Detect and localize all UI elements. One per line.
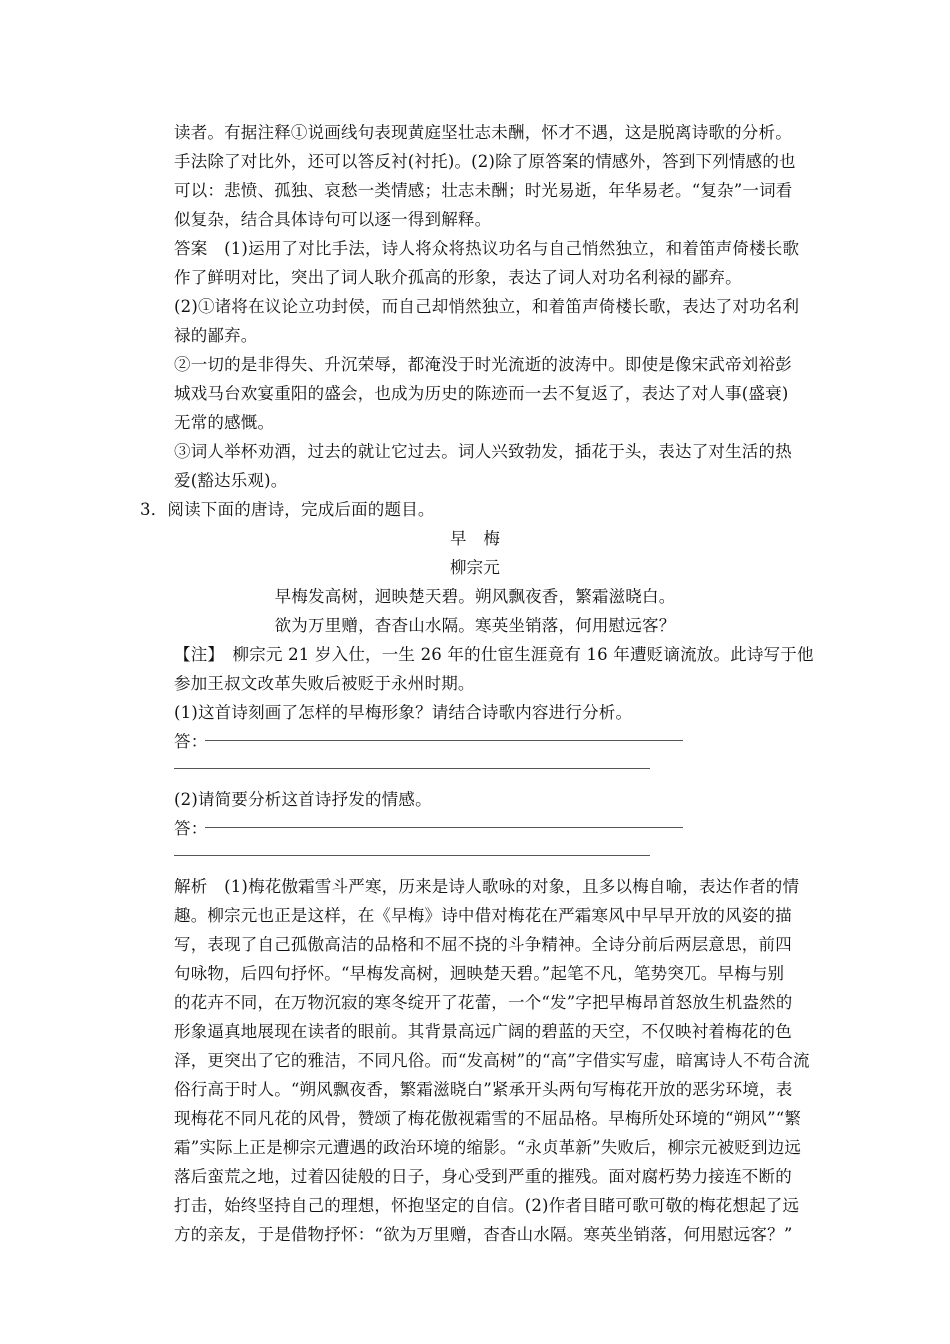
- answer-blank-line: [174, 768, 650, 769]
- answer-blank-line: [205, 740, 683, 741]
- text-line: 落后蛮荒之地，过着囚徒般的日子，身心受到严重的摧残。面对腐朽势力接连不断的: [174, 1167, 792, 1186]
- text-line: 读者。有据注释①说画线句表现黄庭坚壮志未酬，怀才不遇，这是脱离诗歌的分析。: [174, 123, 792, 142]
- text-line: 泽，更突出了它的雅洁，不同凡俗。而“发高树”的“高”字借实写虚，暗寓诗人不苟合流: [174, 1051, 810, 1070]
- text-line: 写，表现了自己孤傲高洁的品格和不屈不挠的斗争精神。全诗分前后两层意思，前四: [174, 935, 792, 954]
- text-line: 现梅花不同凡花的风骨，赞颂了梅花傲视霜雪的不屈品格。早梅所处环境的“朔风”“繁: [174, 1109, 802, 1128]
- note-line: 【注】 柳宗元 21 岁入仕，一生 26 年的仕宦生涯竟有 16 年遭贬谪流放。此诗写于他: [174, 645, 814, 664]
- text-line: 参加王叔文改革失败后被贬于永州时期。: [174, 674, 475, 693]
- text-line: 手法除了对比外，还可以答反衬(衬托)。(2)除了原答案的情感外，答到下列情感的也: [174, 152, 796, 171]
- text-line: 打击，始终坚持自己的理想，怀抱坚定的自信。(2)作者目睹可歌可敬的梅花想起了远: [174, 1196, 800, 1215]
- poem-author: 柳宗元: [449, 558, 501, 577]
- text-line: 爱(豁达乐观)。: [174, 471, 288, 490]
- text-line: 无常的感慨。: [174, 413, 275, 432]
- answer-prompt: 答：: [174, 819, 208, 838]
- answer-blank-line: [174, 855, 650, 856]
- text-line: 似复杂，结合具体诗句可以逐一得到解释。: [174, 210, 492, 229]
- text-line: 俗行高于时人。“朔风飘夜香，繁霜滋晓白”紧承开头两句写梅花开放的恶劣环境，表: [174, 1080, 793, 1099]
- text-line: 的花卉不同，在万物沉寂的寒冬绽开了花蕾，一个“发”字把早梅昂首怒放生机盎然的: [174, 993, 793, 1012]
- poem-verse: 早梅发高树，迥映楚天碧。朔风飘夜香，繁霜滋晓白。: [274, 587, 676, 606]
- text-line: 方的亲友，于是借物抒怀：“欲为万里赠，杳杳山水隔。寒英坐销落，何用慰远客？”: [174, 1225, 793, 1244]
- question-heading: 3．阅读下面的唐诗，完成后面的题目。: [140, 500, 435, 519]
- text-line: 作了鲜明对比，突出了词人耿介孤高的形象，表达了词人对功名利禄的鄙弃。: [174, 268, 742, 287]
- poem-verse: 欲为万里赠，杳杳山水隔。寒英坐销落，何用慰远客？: [274, 616, 676, 635]
- sub-question: (2)请简要分析这首诗抒发的情感。: [174, 790, 432, 809]
- text-line: 禄的鄙弃。: [174, 326, 258, 345]
- text-line: 城戏马台欢宴重阳的盛会，也成为历史的陈迹而一去不复返了，表达了对人事(盛衰): [174, 384, 789, 403]
- text-line: (2)①诸将在议论立功封侯，而自己却悄然独立，和着笛声倚楼长歌，表达了对功名利: [174, 297, 800, 316]
- sub-question: (1)这首诗刻画了怎样的早梅形象？请结合诗歌内容进行分析。: [174, 703, 633, 722]
- answer-prompt: 答：: [174, 732, 208, 751]
- text-line: 可以：悲愤、孤独、哀愁一类情感；壮志未酬；时光易逝，年华易老。“复杂”一词看: [174, 181, 793, 200]
- text-line: ③词人举杯劝酒，过去的就让它过去。词人兴致勃发，插花于头，表达了对生活的热: [174, 442, 792, 461]
- text-line: 句咏物，后四句抒怀。“早梅发高树，迥映楚天碧。”起笔不凡，笔势突兀。早梅与别: [174, 964, 785, 983]
- poem-title: 早 梅: [449, 529, 501, 548]
- answer-blank-line: [205, 827, 683, 828]
- text-line: ②一切的是非得失、升沉荣辱，都淹没于时光流逝的波涛中。即使是像宋武帝刘裕彭: [174, 355, 792, 374]
- text-line: 趣。柳宗元也正是这样，在《早梅》诗中借对梅花在严霜寒风中早早开放的风姿的描: [174, 906, 792, 925]
- answer-line: 答案 (1)运用了对比手法，诗人将众将热议功名与自己悄然独立，和着笛声倚楼长歌: [174, 239, 800, 258]
- text-line: 霜”实际上正是柳宗元遭遇的政治环境的缩影。“永贞革新”失败后，柳宗元被贬到边远: [174, 1138, 802, 1157]
- text-line: 形象逼真地展现在读者的眼前。其背景高远广阔的碧蓝的天空，不仅映衬着梅花的色: [174, 1022, 792, 1041]
- analysis-line: 解析 (1)梅花傲霜雪斗严寒，历来是诗人歌咏的对象，且多以梅自喻，表达作者的情: [174, 877, 800, 896]
